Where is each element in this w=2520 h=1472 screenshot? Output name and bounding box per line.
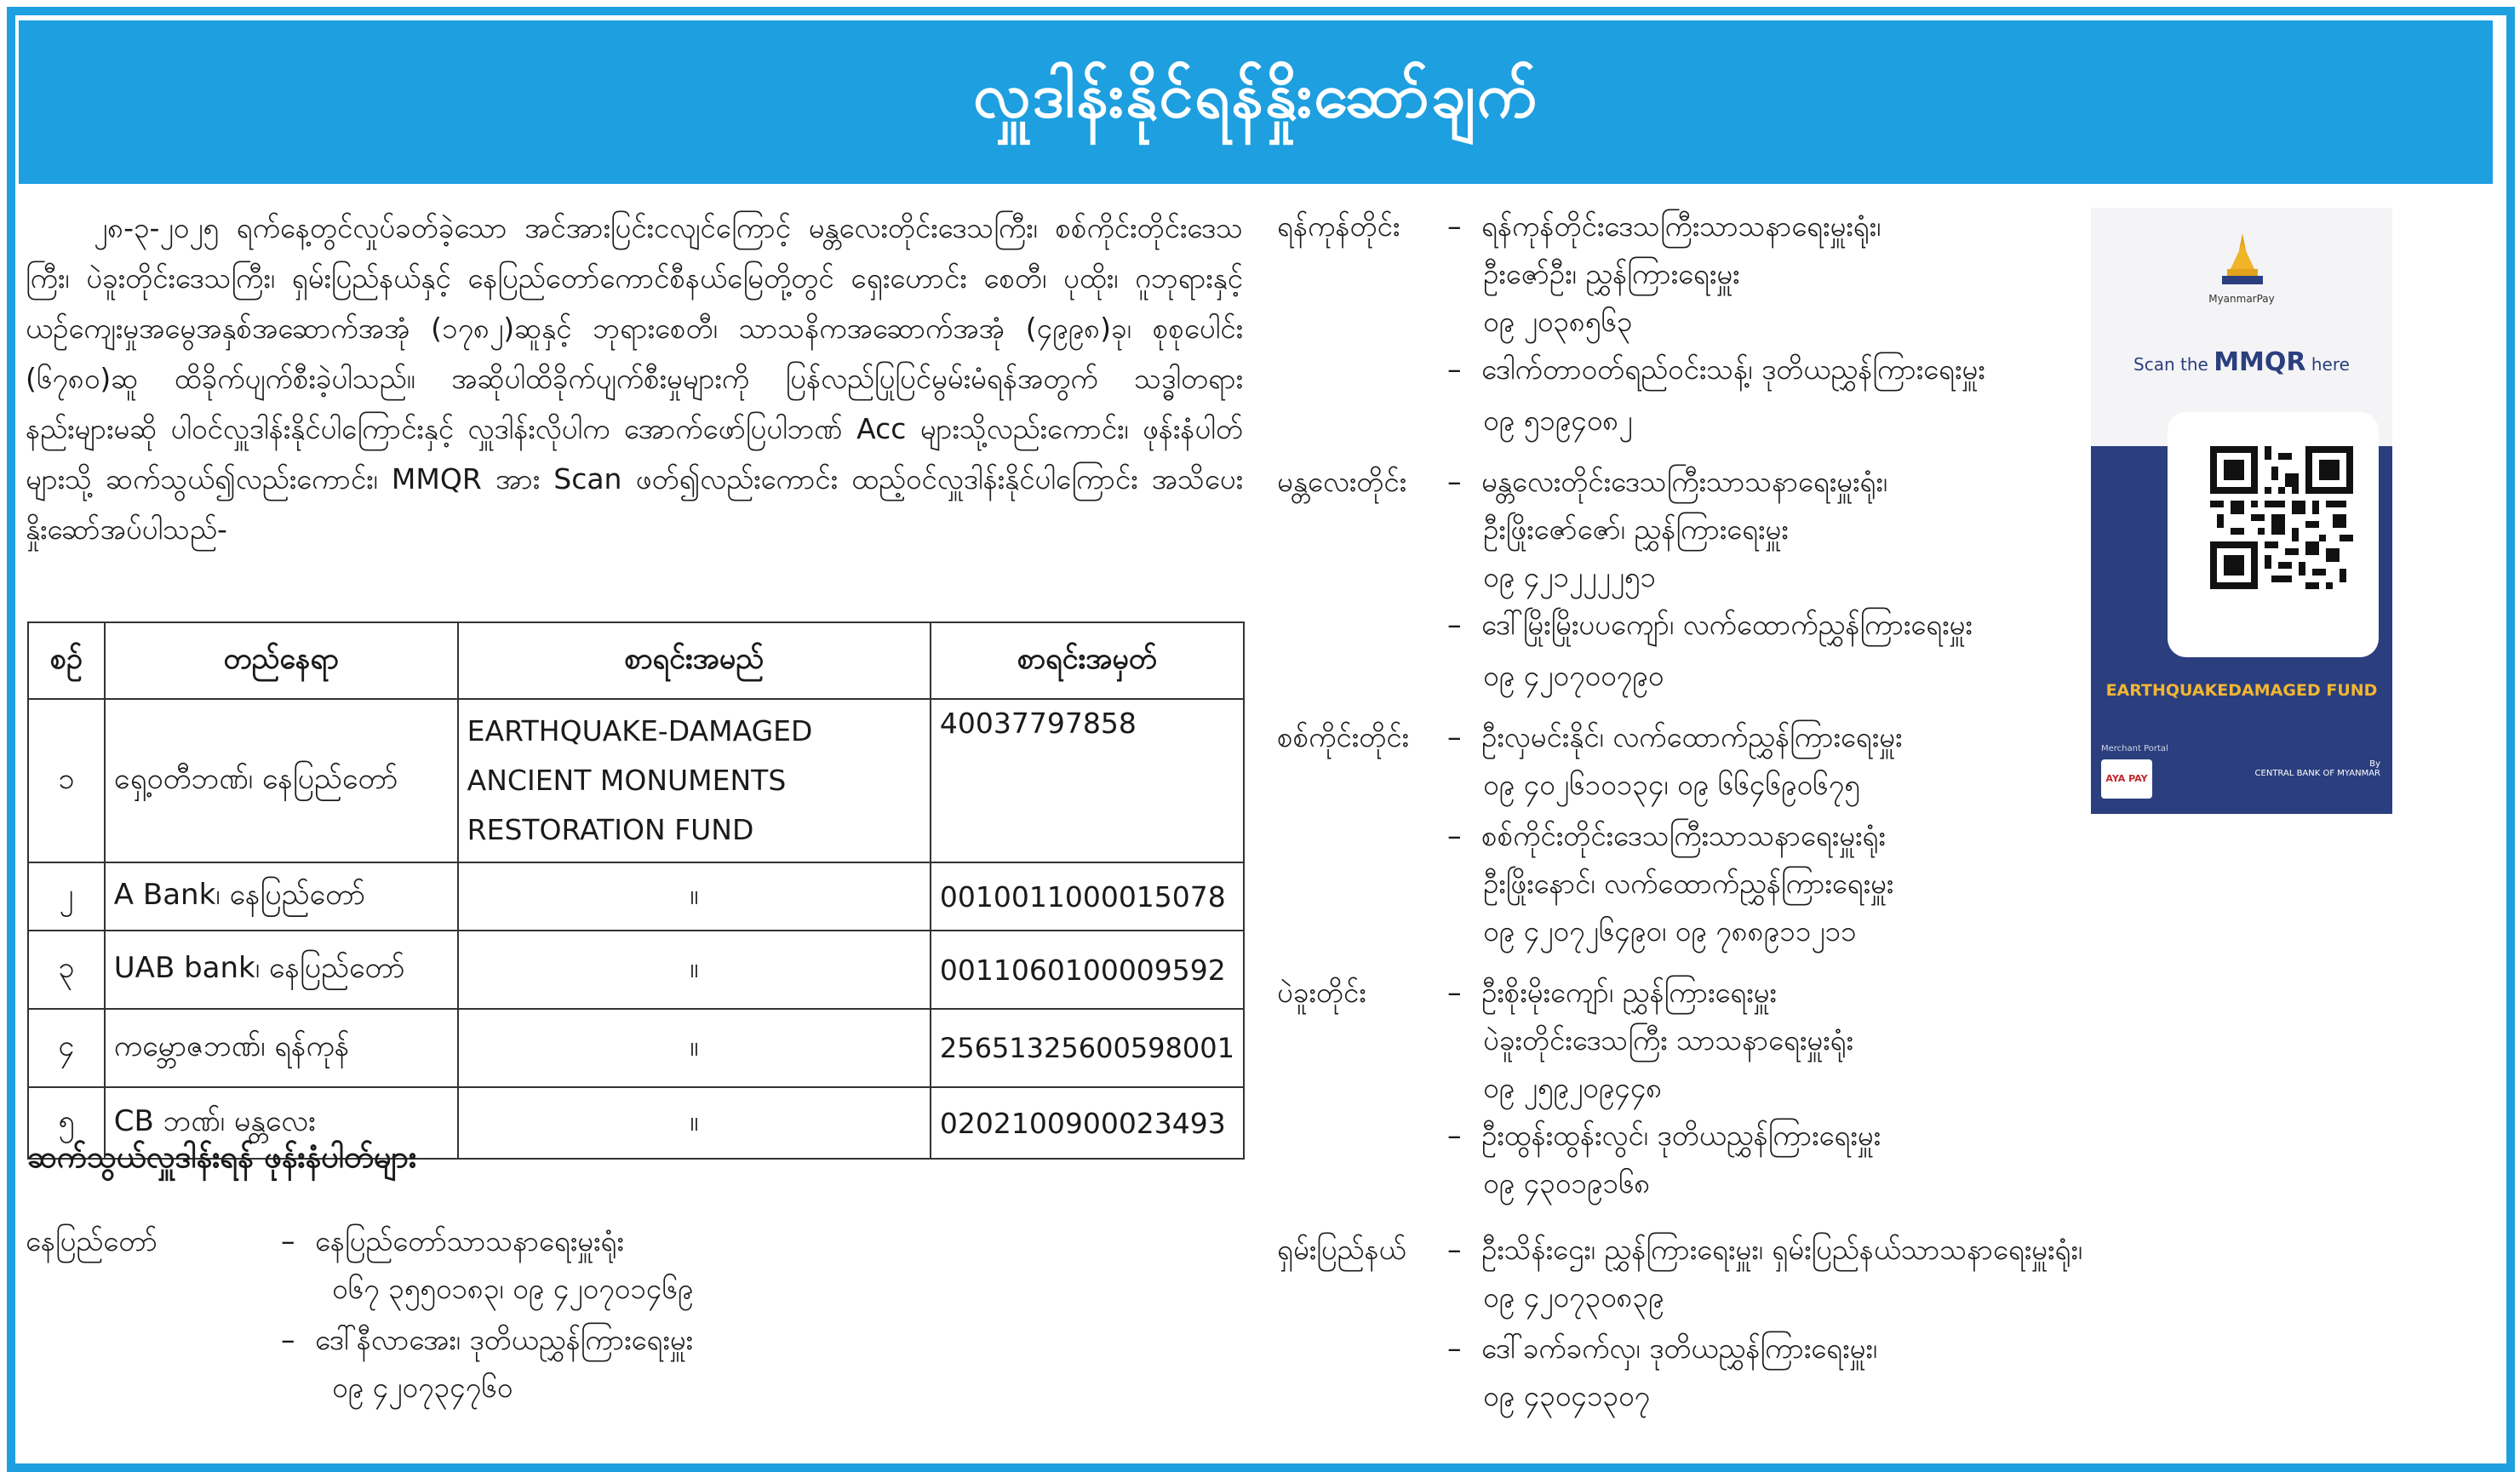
fund-label: EARTHQUAKEDAMAGED FUND [2105,681,2378,700]
issuer-label [2255,759,2380,778]
row-account-number: 0202100900023493 [931,1087,1244,1159]
row-location: A Bank၊ နေပြည်တော် [105,862,458,931]
phone-number: ၀၉ ၄၂၁၂၂၂၂၅၁ [1483,560,1656,593]
contact-entry: – ဒေါ်ခက်ခက်လှ၊ ဒုတိယညွှန်ကြားရေးမှူး၊ [1447,1332,1877,1365]
title-banner [19,20,2493,184]
phone-number: ၀၉ ၄၂၀၇၀၀၇၉၀ [1483,659,1664,692]
contact-bago [1277,969,2086,1224]
phone-number: ၀၉ ၄၂၀၇၃၀၈၃၉ [1483,1280,1664,1314]
table-row [28,862,1244,931]
contact-name: ဦးဖြိုးဇော်ဇော်၊ ညွှန်ကြားရေးမှူး [1483,513,1789,546]
phone-number: ၀၉ ၅၁၉၄၀၈၂ [1483,404,1633,437]
scan-post: here [2311,354,2350,375]
contact-entry: – ဒေါ်နီလာအေး၊ ဒုတိယညွှန်ကြားရေးမှူး [281,1323,693,1356]
row-location: CB ဘဏ်၊ မန္တလေး [105,1087,458,1159]
aya-pay-logo: AYA PAY [2101,759,2152,799]
contact-office: ပဲခူးတိုင်းဒေသကြီး သာသနာရေးမှူးရုံး [1483,1023,1853,1057]
central-bank-name: CENTRAL BANK OF MYANMAR [2254,769,2380,778]
row-account-number: 0010011000015078 [931,862,1244,931]
table-row [28,699,1244,862]
contact-name: ဦးဇော်ဦး၊ ညွှန်ကြားရေးမှူး [1483,257,1740,290]
region-label: ပဲခူးတိုင်း [1277,976,1366,1009]
entry-text: မန္တလေးတိုင်းဒေသကြီးသာသနာရေးမှူးရုံး၊ [1481,465,1887,498]
merchant-portal-label: Merchant Portal [2101,744,2168,753]
row-account-number: 40037797858 [931,699,1244,862]
phone-number: ၀၉ ၄၂၀၇၃၄၇၆၀ [332,1371,513,1404]
phone-number: ၀၆၇ ၃၅၅၀၁၈၃၊ ၀၉ ၄၂၀၇၀၁၄၆၉ [332,1272,694,1305]
entry-text: ဦးထွန်းထွန်းလွင်၊ ဒုတိယညွှန်ကြားရေးမှူး [1481,1119,1881,1152]
region-label: ရှမ်းပြည်နယ် [1277,1233,1406,1266]
contact-yangon [1277,203,2086,458]
phone-number: ၀၉ ၄၀၂၆၁၀၁၃၄၊ ၀၉ ၆၆၄၆၉၀၆၇၅ [1483,768,1860,801]
region-label: စစ်ကိုင်းတိုင်း [1277,720,1409,753]
contact-entry: – ဦးစိုးမိုးကျော်၊ ညွှန်ကြားရေးမှူး [1447,976,1777,1009]
contact-entry: – ရန်ကုန်တိုင်းဒေသကြီးသာသနာရေးမှူးရုံး၊ [1447,209,1881,243]
phone-number: ၀၉ ၄၂၀၇၂၆၄၉၀၊ ၀၉ ၇၈၈၉၁၁၂၁၁ [1483,914,1857,948]
row-no: ၃ [28,931,105,1009]
pagoda-logo-icon [2217,232,2268,291]
contact-name: ဦးဖြိုးနောင်၊ လက်ထောက်ညွှန်ကြားရေးမှူး [1483,867,1894,900]
phone-number: ၀၉ ၄၃၀၁၉၁၆၈ [1483,1166,1651,1200]
entry-text: ဦးလှမင်းနိုင်၊ လက်ထောက်ညွှန်ကြားရေးမှူး [1481,720,1903,753]
entry-text: စစ်ကိုင်းတိုင်းဒေသကြီးသာသနာရေးမှူးရုံး [1481,819,1886,852]
contact-shan [1277,1226,2486,1430]
entry-text: ဒေါ်နီလာအေး၊ ဒုတိယညွှန်ကြားရေးမှူး [315,1323,693,1356]
row-no: ၂ [28,862,105,931]
region-label: မန္တလေးတိုင်း [1277,465,1406,498]
row-location: ကမ္ဘောဇဘဏ်၊ ရန်ကုန် [105,1009,458,1087]
contact-entry: – ဦးသိန်းဌေး၊ ညွှန်ကြားရေးမှူး၊ ရှမ်းပြည်နယ်သာသနာရေးမှူးရုံး၊ [1447,1233,2082,1266]
row-account-number: 0011060100009592 [931,931,1244,1009]
contact-entry: – မန္တလေးတိုင်းဒေသကြီးသာသနာရေးမှူးရုံး၊ [1447,465,1887,498]
contact-entry: – စစ်ကိုင်းတိုင်းဒေသကြီးသာသနာရေးမှူးရုံး [1447,819,1886,852]
table-row [28,931,1244,1009]
entry-text: ဒေါက်တာဝတ်ရည်ဝင်းသန့်၊ ဒုတိယညွှန်ကြားရေးမှူး [1481,352,1985,386]
phone-number: ၀၉ ၂၀၃၈၅၆၃ [1483,305,1633,338]
row-location: UAB bank၊ နေပြည်တော် [105,931,458,1009]
page-title: လှူဒါန်းနိုင်ရန်နှိုးဆော်ချက် [972,60,1539,131]
mmqr-card [2091,208,2392,814]
contact-entry: – ဦးလှမင်းနိုင်၊ လက်ထောက်ညွှန်ကြားရေးမှူး [1447,720,1903,753]
header-no: စဉ် [28,622,105,699]
row-account-name: ။ [458,1087,931,1159]
intro-paragraph: ၂၈-၃-၂၀၂၅ ရက်နေ့တွင်လှုပ်ခတ်ခဲ့သော အင်အားပြင်းငလျင်ကြောင့် မန္တလေးတိုင်းဒေသကြီး၊ စစ်ကိုင်းတိုင်းဒေသကြီး၊ ပဲခူးတိုင်းဒေသကြီး၊ ရှမ်းပြည်နယ်နှင့် နေပြည်တော်ကောင်စီနယ်မြေတို့တွင် ရှေးဟောင်း စေတီ၊ ပုထိုး၊ ဂူဘုရားနှင့် ယဉ်ကျေးမှုအမွေအနှစ်အဆောက်အအုံ (၁၇၈၂)ဆူနှင့် ဘုရားစေတီ၊ သာသနိကအဆောက်အအုံ (၄၉၉၈)ခု၊ စုစုပေါင်း (၆၇၈၀)ဆူ ထိခိုက်ပျက်စီးခဲ့ပါသည်။ အဆိုပါထိခိုက်ပျက်စီးမှုများကို ပြန်လည်ပြုပြင်မွမ်းမံရန်အတွက် သဒ္ဓါတရားနည်းများမဆို ပါဝင်လှူဒါန်းနိုင်ပါကြောင်းနှင့် လှူဒါန်းလိုပါက အောက်ဖော်ပြပါဘဏ် Acc များသို့လည်းကောင်း၊ ဖုန်းနံပါတ်များသို့ ဆက်သွယ်၍လည်းကောင်း၊ MMQR အား Scan ဖတ်၍လည်းကောင်း ထည့်ဝင်လှူဒါန်းနိုင်ပါကြောင်း အသိပေးနှိုးဆော်အပ်ပါသည်- [26,211,1243,546]
phone-number: ၀၉ ၄၃၀၄၁၃၀၇ [1483,1379,1651,1412]
entry-text: ဒေါ်မြိုးမြိုးပပကျော်၊ လက်ထောက်ညွှန်ကြားရေးမှူး [1481,608,1973,641]
by-text: By [2369,759,2380,769]
table-row [28,1009,1244,1087]
entry-text: ရန်ကုန်တိုင်းဒေသကြီးသာသနာရေးမှူးရုံး၊ [1481,209,1881,243]
row-account-name: ။ [458,1009,931,1087]
myanmarpay-brand: MyanmarPay [2208,293,2275,305]
contact-naypyitaw [26,1217,1234,1422]
contacts-heading: ဆက်သွယ်လှူဒါန်းရန် ဖုန်းနံပါတ်များ [27,1140,417,1175]
row-no: ၄ [28,1009,105,1087]
contact-entry: – ဒေါက်တာဝတ်ရည်ဝင်းသန့်၊ ဒုတိယညွှန်ကြားရေးမှူး [1447,352,1985,386]
row-account-name: ။ [458,862,931,931]
row-account-name: EARTHQUAKE-DAMAGED ANCIENT MONUMENTS RESTORATION FUND [458,699,931,862]
row-no: ၅ [28,1087,105,1159]
row-location: ရှေ့ဝတီဘဏ်၊ နေပြည်တော် [105,699,458,862]
qr-code-icon[interactable] [2210,446,2353,589]
header-location: တည်နေရာ [105,622,458,699]
bank-accounts-table [27,621,1245,1160]
header-account-number: စာရင်းအမှတ် [931,622,1244,699]
scan-mmqr: MMQR [2214,347,2306,377]
row-no: ၁ [28,699,105,862]
entry-text: ဒေါ်ခက်ခက်လှ၊ ဒုတိယညွှန်ကြားရေးမှူး၊ [1481,1332,1877,1365]
entry-text: နေပြည်တော်သာသနာရေးမှူးရုံး [315,1224,624,1257]
entry-text: ဦးစိုးမိုးကျော်၊ ညွှန်ကြားရေးမှူး [1481,976,1777,1009]
table-header-row [28,622,1244,699]
region-label: နေပြည်တော် [26,1224,158,1257]
contact-entry: – ဦးထွန်းထွန်းလွင်၊ ဒုတိယညွှန်ကြားရေးမှူး [1447,1119,1881,1152]
region-label: ရန်ကုန်တိုင်း [1277,209,1400,243]
scan-pre: Scan the [2133,354,2208,375]
contact-sagaing [1277,713,2086,969]
row-account-name: ။ [458,931,931,1009]
phone-number: ၀၉ ၂၅၉၂၀၉၄၄၈ [1483,1071,1663,1104]
contact-entry: – နေပြည်တော်သာသနာရေးမှူးရုံး [281,1224,624,1257]
header-account-name: စာရင်းအမည် [458,622,931,699]
contact-mandalay [1277,458,2086,713]
contact-entry: – ဒေါ်မြိုးမြိုးပပကျော်၊ လက်ထောက်ညွှန်ကြားရေးမှူး [1447,608,1973,641]
row-account-number: 25651325600598001 [931,1009,1244,1087]
scan-text [2091,347,2392,377]
entry-text: ဦးသိန်းဌေး၊ ညွှန်ကြားရေးမှူး၊ ရှမ်းပြည်နယ်သာသနာရေးမှူးရုံး၊ [1481,1233,2082,1266]
